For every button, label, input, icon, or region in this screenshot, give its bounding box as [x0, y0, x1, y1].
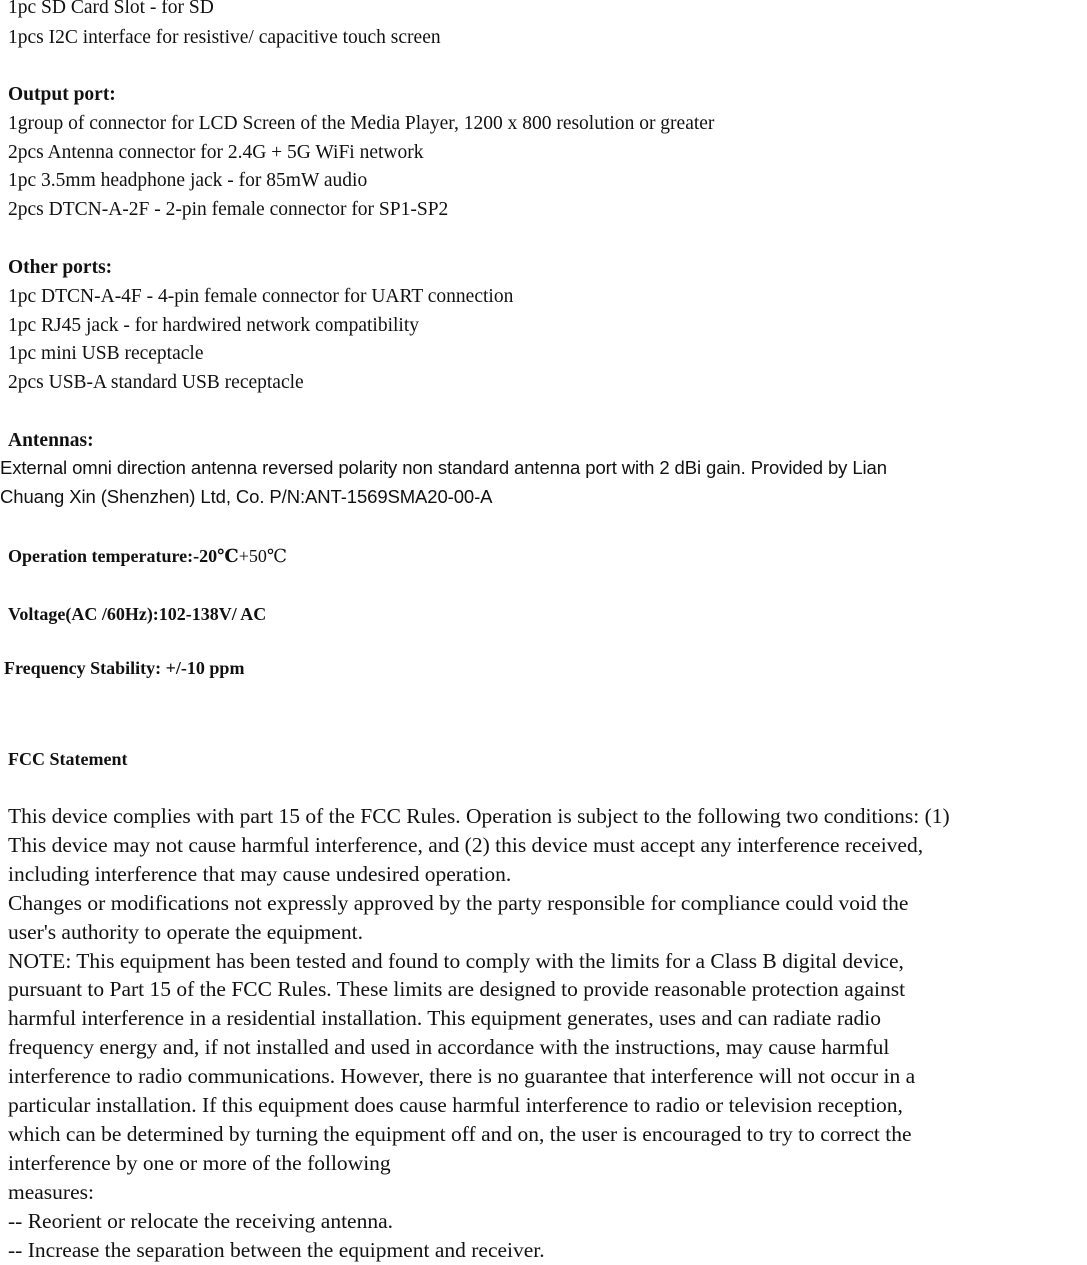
antennas-line-description: External omni direction antenna reversed polarity non standard antenna port with 2 dBi gain. Provided by Lian	[0, 457, 887, 478]
other-ports-line-mini-usb: 1pc mini USB receptacle	[8, 343, 204, 364]
fcc-line: user's authority to operate the equipment.	[8, 919, 363, 944]
fcc-line: interference by one or more of the following	[8, 1150, 391, 1175]
input-line-i2c: 1pcs I2C interface for resistive/ capacitive touch screen	[8, 27, 441, 48]
fcc-line: This device complies with part 15 of the FCC Rules. Operation is subject to the following two conditions: (1)	[8, 804, 950, 828]
antennas-heading: Antennas:	[8, 430, 94, 451]
fcc-line: -- Reorient or relocate the receiving antenna.	[8, 1208, 394, 1233]
fcc-line: -- Increase the separation between the equipment and receiver.	[8, 1237, 545, 1262]
fcc-line: NOTE: This equipment has been tested and found to comply with the limits for a Class B digital device,	[8, 948, 904, 973]
other-ports-line-uart: 1pc DTCN-A-4F - 4-pin female connector for UART connection	[8, 286, 514, 307]
fcc-line: interference to radio communications. However, there is no guarantee that interference will not occur in a	[8, 1064, 916, 1089]
operation-temperature	[8, 546, 287, 566]
fcc-line: harmful interference in a residential installation. This equipment generates, uses and can radiate radio	[8, 1006, 882, 1031]
operation-temperature-value: +50℃	[238, 546, 287, 566]
fcc-line: which can be determined by turning the equipment off and on, the user is encouraged to try to correct the	[8, 1121, 912, 1146]
fcc-line: particular installation. If this equipment does cause harmful interference to radio or television reception,	[8, 1093, 903, 1118]
output-port-line-headphone: 1pc 3.5mm headphone jack - for 85mW audio	[8, 170, 368, 191]
fcc-line: frequency energy and, if not installed and used in accordance with the instructions, may cause harmful	[8, 1035, 890, 1060]
fcc-line: measures:	[8, 1179, 94, 1204]
output-port-line-antenna: 2pcs Antenna connector for 2.4G + 5G WiFi network	[8, 142, 424, 163]
fcc-statement-heading: FCC Statement	[8, 749, 128, 769]
other-ports-line-rj45: 1pc RJ45 jack - for hardwired network compatibility	[8, 315, 420, 336]
output-port-line-dtcn-2f: 2pcs DTCN-A-2F - 2-pin female connector for SP1-SP2	[8, 199, 449, 220]
other-ports-line-usb-a: 2pcs USB-A standard USB receptacle	[8, 372, 304, 393]
fcc-statement-body	[8, 802, 1080, 1265]
other-ports-heading: Other ports:	[8, 257, 113, 278]
operation-temperature-label: Operation temperature:-20℃	[8, 546, 239, 566]
fcc-line: pursuant to Part 15 of the FCC Rules. These limits are designed to provide reasonable protection against	[8, 977, 906, 1002]
voltage-spec: Voltage(AC /60Hz):102-138V/ AC	[8, 604, 267, 624]
fcc-line: including interference that may cause undesired operation.	[8, 861, 512, 886]
fcc-line: This device may not cause harmful interference, and (2) this device must accept any interference received,	[8, 832, 924, 857]
output-port-line-lcd: 1group of connector for LCD Screen of the Media Player, 1200 x 800 resolution or greater	[8, 113, 715, 134]
antennas-line-part-number: Chuang Xin (Shenzhen) Ltd, Co. P/N:ANT-1569SMA20-00-A	[0, 486, 493, 507]
input-line-sd-card: 1pc SD Card Slot - for SD	[8, 0, 214, 18]
frequency-stability-spec: Frequency Stability: +/-10 ppm	[4, 658, 245, 678]
fcc-line: Changes or modifications not expressly approved by the party responsible for compliance could void the	[8, 890, 909, 915]
output-port-heading: Output port:	[8, 84, 116, 105]
